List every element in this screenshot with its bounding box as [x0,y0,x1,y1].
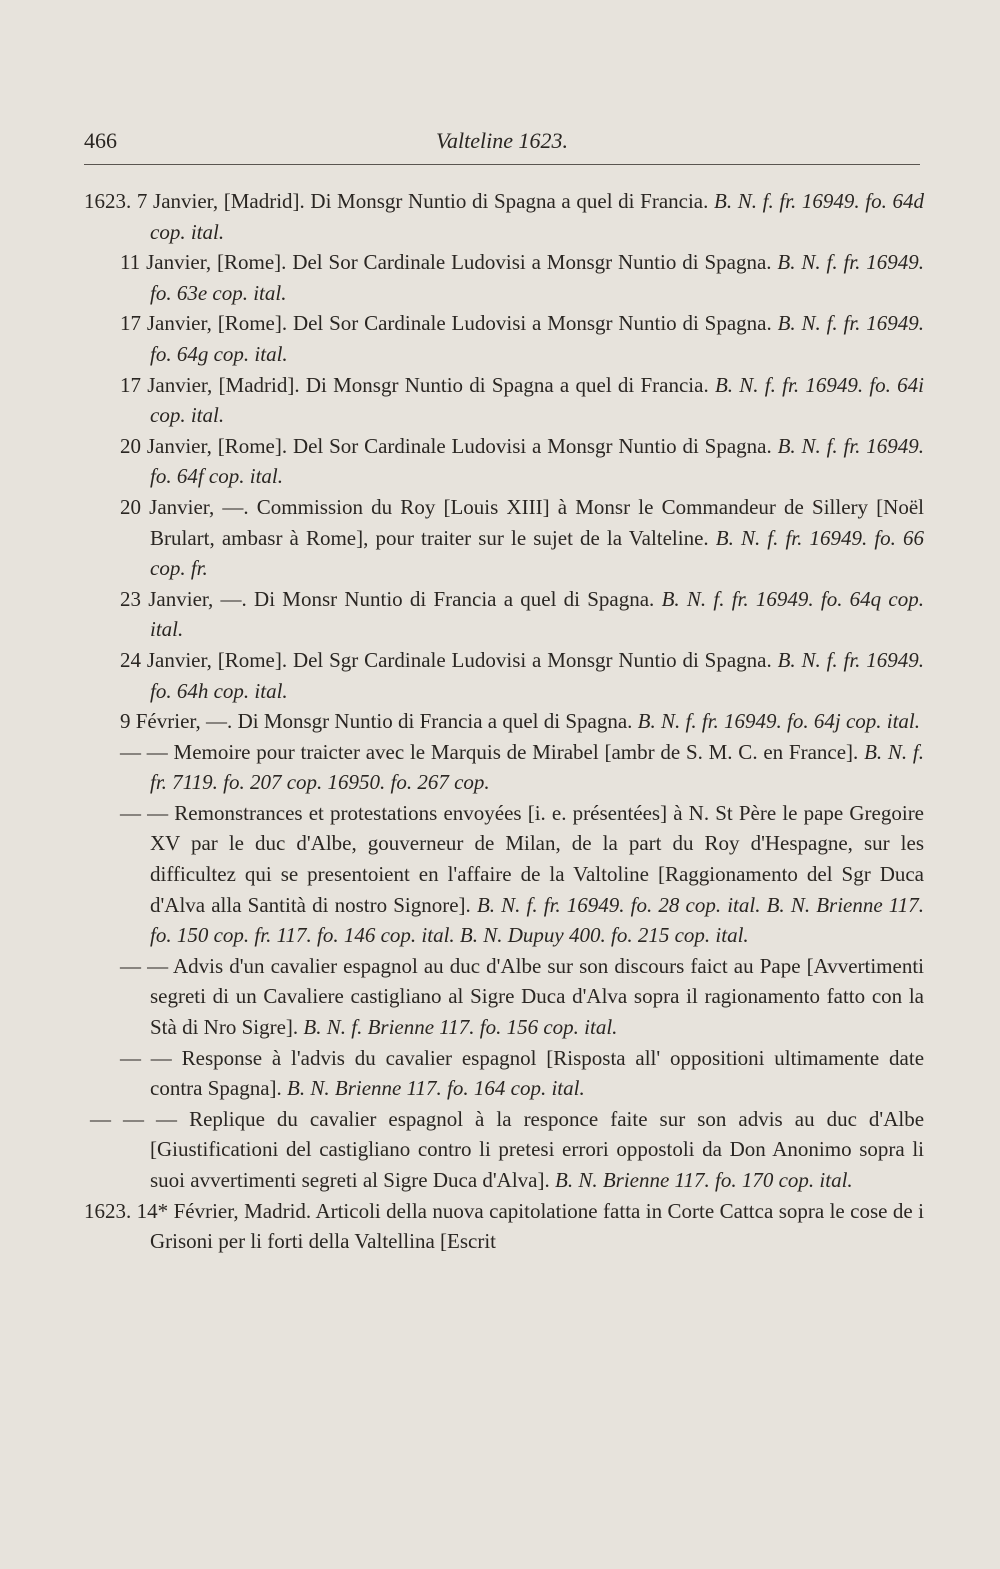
running-title: Valteline 1623. [436,128,568,153]
entry-list [84,186,924,1257]
list-item: — — Advis d'un cavalier espagnol au duc d'Albe sur son discours faict au Pape [Avvertimenti segreti di un Cavaliere castigliano al Sigre Duca d'Alva sopra il ragionamento fatto con la Stà di Nro Sigre]. B. N. f. Brienne 117. fo. 156 cop. ital. [120,953,924,1040]
list-item: 1623. 7 Janvier, [Madrid]. Di Monsgr Nuntio di Spagna a quel di Francia. B. N. f. fr. 16949. fo. 64d cop. ital. [84,189,925,244]
list-item: 17 Janvier, [Rome]. Del Sor Cardinale Ludovisi a Monsgr Nuntio di Spagna. B. N. f. fr. 16949. fo. 64g cop. ital. [120,311,924,366]
list-item: 24 Janvier, [Rome]. Del Sgr Cardinale Ludovisi a Monsgr Nuntio di Spagna. B. N. f. fr. 16949. fo. 64h cop. ital. [120,647,924,703]
list-item: — — — Replique du cavalier espagnol à la responce faite sur son advis au duc d'Albe [Giustificationi del castigliano contro li pretesi errori oppostoli da Don Anonimo sopra li suoi avvertimenti segreti al Sigre Duca d'Alva]. B. N. Brienne 117. fo. 170 cop. ital. [90,1106,925,1192]
list-item: — — Memoire pour traicter avec le Marquis de Mirabel [ambr de S. M. C. en France]. B. N. f. fr. 7119. fo. 207 cop. 16950. fo. 267 cop. [120,739,925,795]
list-item: 20 Janvier, —. Commission du Roy [Louis XIII] à Monsr le Commandeur de Sillery [Noël Brulart, ambasr à Rome], pour traiter sur le sujet de la Valteline. B. N. f. fr. 16949. fo. 66 cop. fr. [120,494,925,581]
list-item: 1623. 14* Février, Madrid. Articoli della nuova capitolatione fatta in Corte Cattca sopra le cose de i Grisoni per li forti della Valtellina [Escrit [84,1198,925,1254]
list-item: 9 Février, —. Di Monsgr Nuntio di Francia a quel di Spagna. B. N. f. fr. 16949. fo. 64j cop. ital. [120,709,921,734]
list-item: — — Remonstrances et protestations envoyées [i. e. présentées] à N. St Père le pape Gregoire XV par le duc d'Albe, gouverneur de Milan, de la part du Roy d'Hespagne, sur les difficultez qui se presentoient en l'affaire de la Valtoline [Raggionamento del Sgr Duca d'Alva alla Santità di nostro Signore]. B. N. f. fr. 16949. fo. 28 cop. ital. B. N. Brienne 117. fo. 150 cop. fr. 117. fo. 146 cop. ital. B. N. Dupuy 400. fo. 215 cop. ital. [120,800,925,948]
list-item: 20 Janvier, [Rome]. Del Sor Cardinale Ludovisi a Monsgr Nuntio di Spagna. B. N. f. fr. 16949. fo. 64f cop. ital. [120,433,924,489]
list-item: 17 Janvier, [Madrid]. Di Monsgr Nuntio di Spagna a quel di Francia. B. N. f. fr. 16949. fo. 64i cop. ital. [120,372,924,428]
page-number: 466 [84,128,117,153]
list-item: 11 Janvier, [Rome]. Del Sor Cardinale Ludovisi a Monsgr Nuntio di Spagna. B. N. f. fr. 16949. fo. 63e cop. ital. [120,250,925,305]
list-item: 23 Janvier, —. Di Monsr Nuntio di Francia a quel di Spagna. B. N. f. fr. 16949. fo. 64q cop. ital. [120,586,924,642]
list-item: — — Response à l'advis du cavalier espagnol [Risposta all' oppositioni ultimamente date contra Spagna]. B. N. Brienne 117. fo. 164 cop. ital. [120,1045,925,1101]
page-header [84,124,920,165]
